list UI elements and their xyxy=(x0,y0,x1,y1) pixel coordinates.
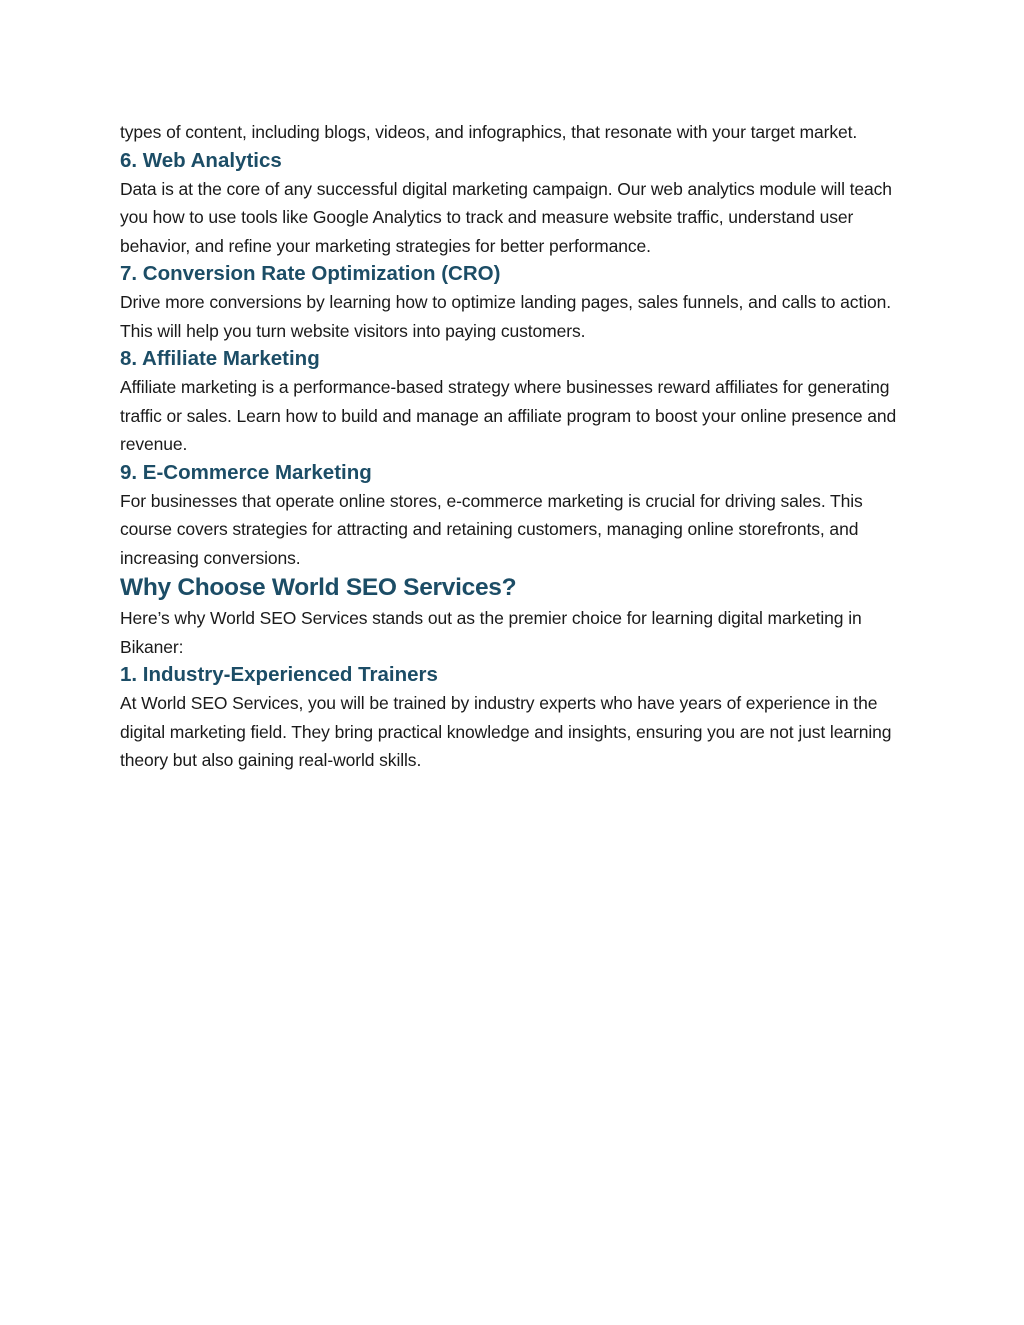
heading-industry-trainers: 1. Industry-Experienced Trainers xyxy=(120,663,438,686)
paragraph-affiliate-marketing: Affiliate marketing is a performance-based strategy where businesses reward affiliates for generating traffic or sales. Learn how to build and manage an affiliate program to boost your online presence and revenue. xyxy=(120,377,897,454)
document-page xyxy=(120,118,910,775)
paragraph-industry-trainers: At World SEO Services, you will be trained by industry experts who have years of experience in the digital marketing field. They bring practical knowledge and insights, ensuring you are not just learning theory but also gaining real-world skills. xyxy=(120,693,892,770)
paragraph-content-types: types of content, including blogs, videos, and infographics, that resonate with your target market. xyxy=(120,122,858,142)
heading-affiliate-marketing: 8. Affiliate Marketing xyxy=(120,347,320,370)
heading-ecommerce-marketing: 9. E-Commerce Marketing xyxy=(120,460,372,484)
paragraph-web-analytics: Data is at the core of any successful digital marketing campaign. Our web analytics module will teach you how to use tools like Google Analytics to track and measure website traffic, understand user behavior, and refine your marketing strategies for better performance. xyxy=(120,178,892,256)
paragraph-ecommerce-marketing: For businesses that operate online stores, e-commerce marketing is crucial for driving sales. This course covers strategies for attracting and retaining customers, managing online storefronts, and increasing conversions. xyxy=(120,490,863,568)
paragraph-cro: Drive more conversions by learning how to optimize landing pages, sales funnels, and calls to action. This will help you turn website visitors into paying customers. xyxy=(120,292,892,341)
heading-web-analytics: 6. Web Analytics xyxy=(120,148,282,172)
heading-cro: 7. Conversion Rate Optimization (CRO) xyxy=(120,262,501,285)
heading-why-choose: Why Choose World SEO Services? xyxy=(120,574,517,601)
paragraph-why-choose: Here’s why World SEO Services stands out as the premier choice for learning digital marketing in Bikaner: xyxy=(120,608,862,657)
